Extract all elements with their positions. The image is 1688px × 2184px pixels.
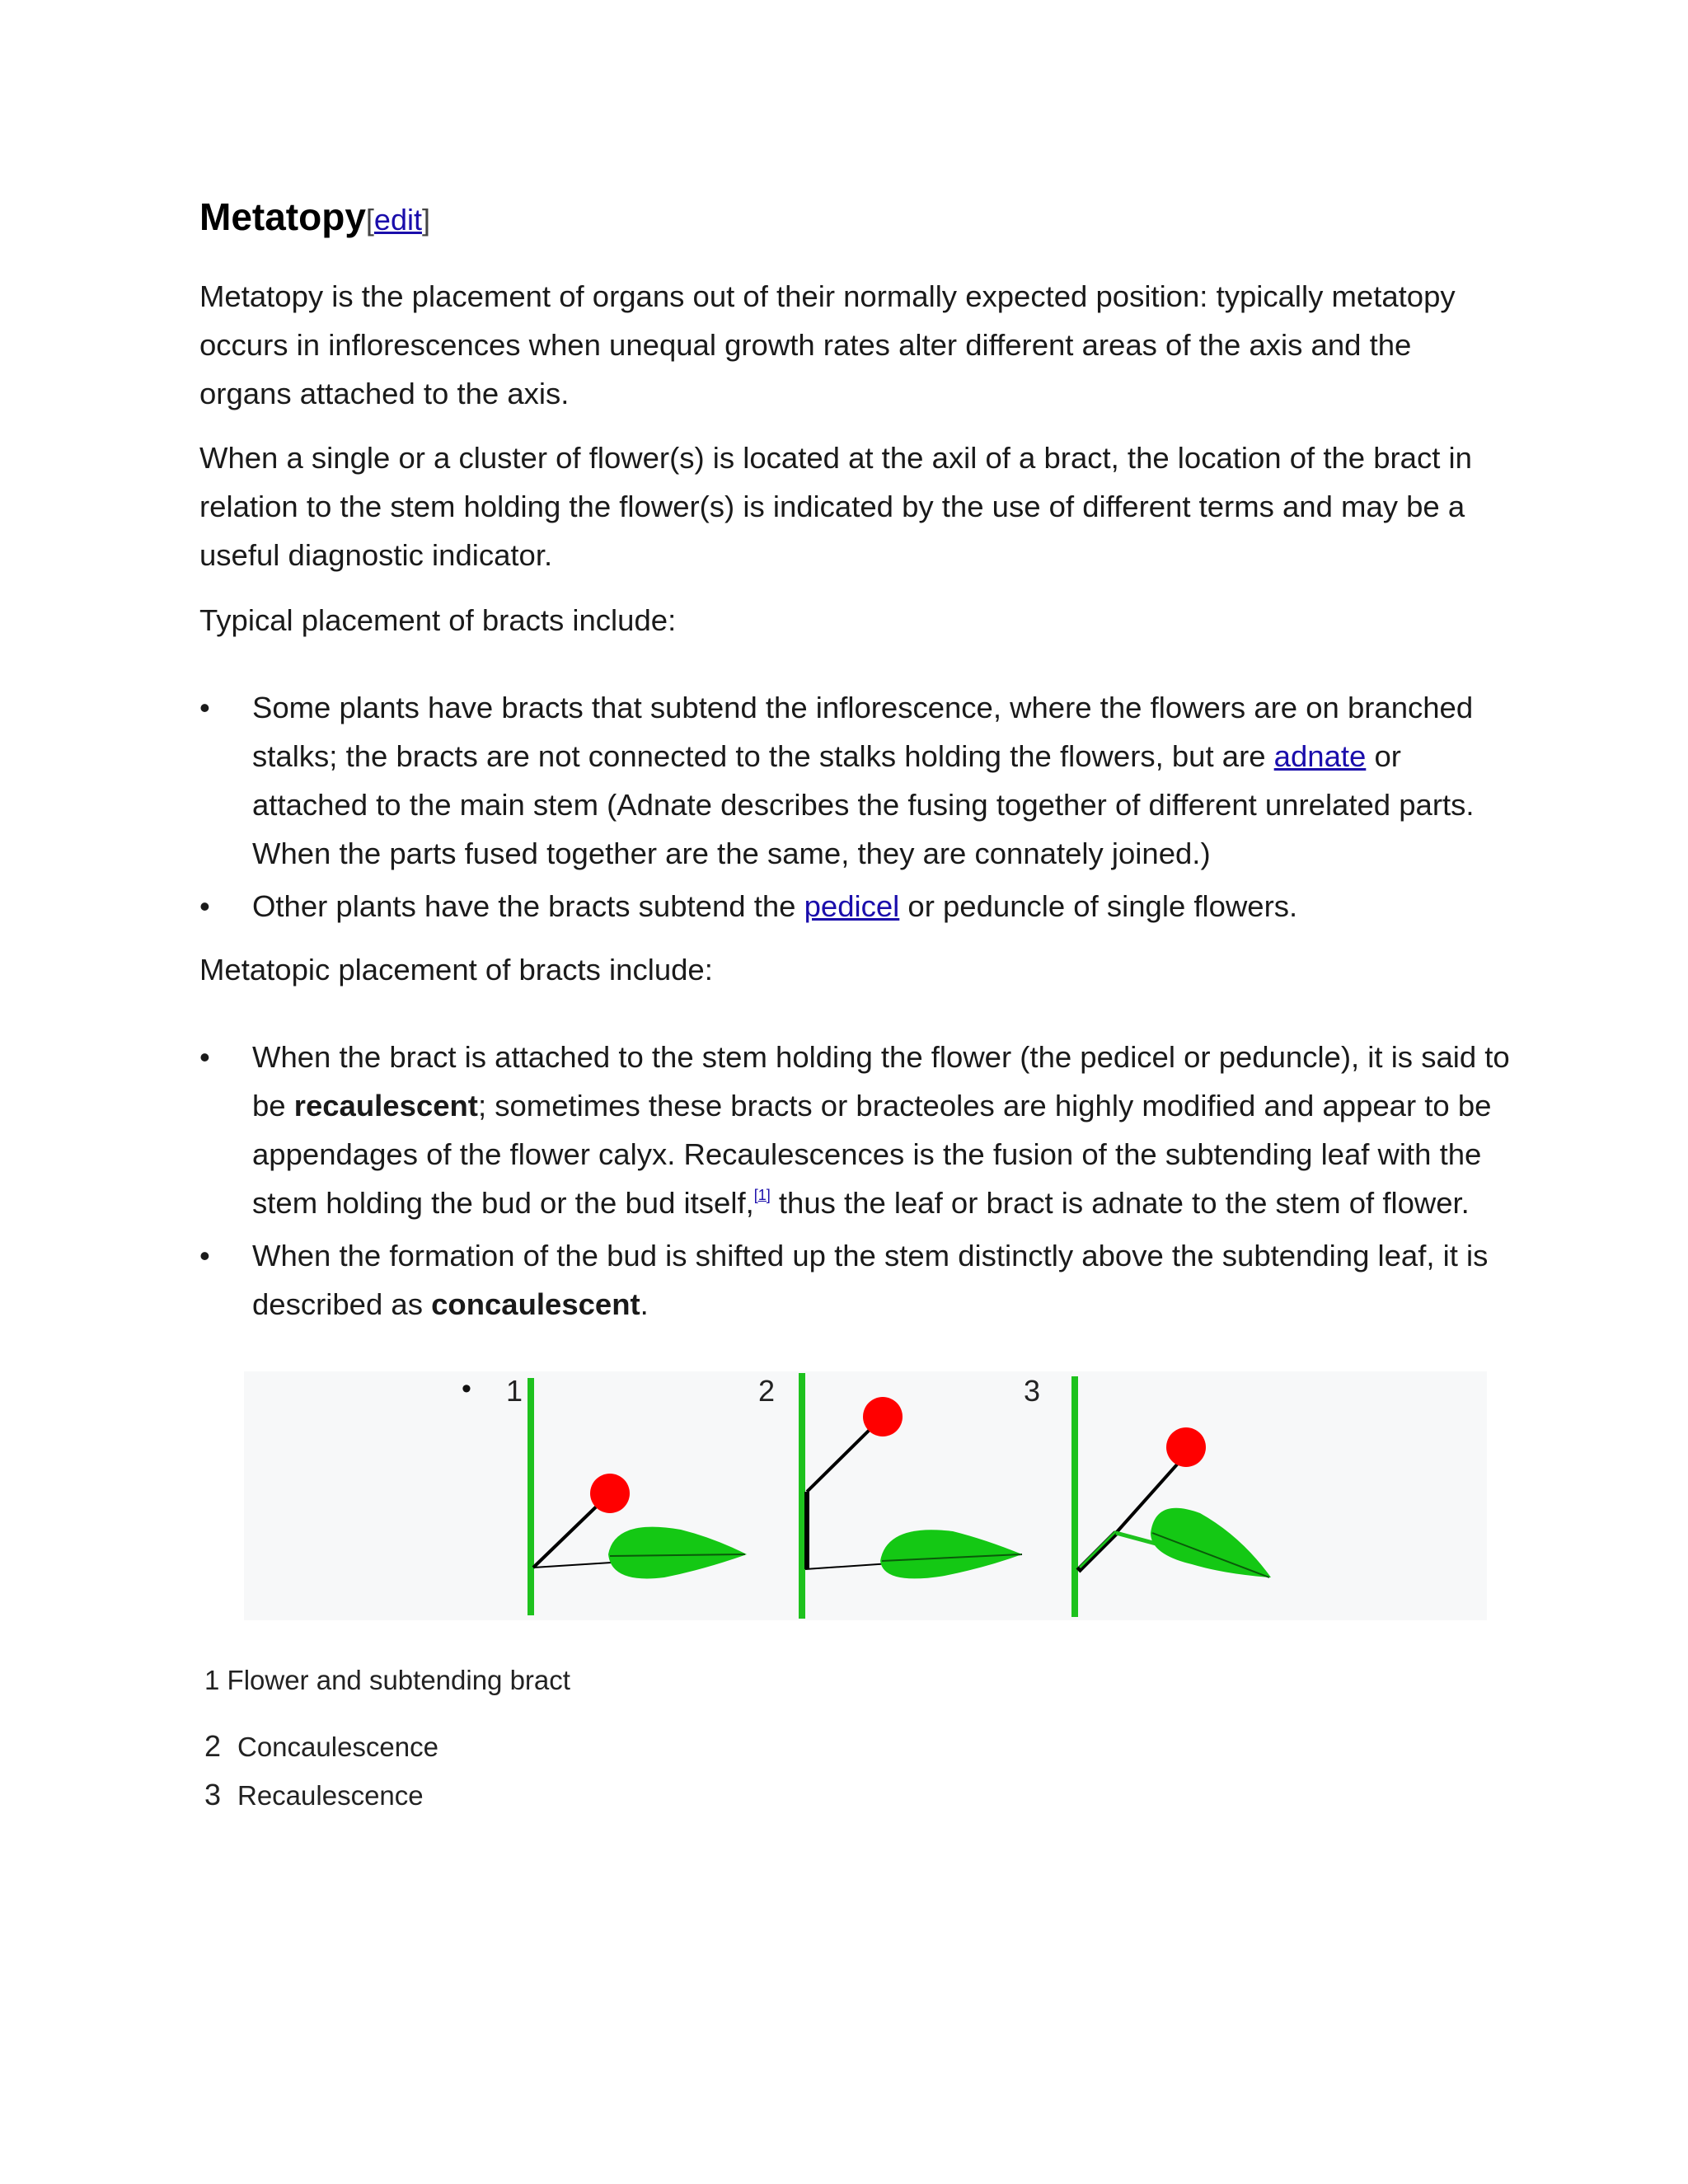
adnate-link[interactable]: adnate: [1273, 739, 1367, 773]
paragraph-metatopic-intro: Metatopic placement of bracts include:: [199, 953, 713, 987]
recaulescent-term: recaulescent: [293, 1089, 478, 1122]
concaulescent-term: concaulescent: [431, 1287, 640, 1321]
list-item: • Other plants have the bracts subtend the pedicel or peduncle of single flowers.: [199, 882, 1518, 930]
caption-2: 2 Concaulescence: [204, 1729, 438, 1763]
bullet-icon: •: [199, 1239, 210, 1272]
bullet-icon: •: [199, 889, 210, 923]
metatopy-figure: [244, 1371, 1487, 1620]
edit-link[interactable]: edit: [373, 203, 422, 237]
list-item: • When the formation of the bud is shifted up the stem distinctly above the subtending leaf, it is described as concaulescent.: [199, 1231, 1518, 1329]
list-item: • Some plants have bracts that subtend the inflorescence, where the flowers are on branched stalks; the bracts are not connected to the stalks holding the flowers, but are adnate or attached to the main stem (Adnate describes the fusing together of different unrelated parts. When the parts fused together are the same, they are connately joined.): [199, 683, 1518, 878]
figure-label-1: 1: [506, 1374, 523, 1408]
section-title: Metatopy: [199, 195, 366, 238]
reference-link[interactable]: [1]: [753, 1187, 771, 1203]
flower-1: [590, 1474, 630, 1513]
edit-section: [edit]: [365, 203, 430, 237]
bract-adnation-3: [1080, 1531, 1116, 1568]
flower-2: [863, 1397, 903, 1436]
figure-label-2: 2: [758, 1374, 776, 1408]
metatopic-bullet-list: [199, 1033, 1518, 1333]
flower-3: [1166, 1427, 1206, 1467]
paragraph-definition: Metatopy is the placement of organs out of their normally expected position: typically metatopy occurs in inflorescences when unequal growth rates alter different areas of the axis and the organs attached to the axis.: [199, 279, 1456, 410]
leaf-1: [608, 1527, 747, 1579]
paragraph-axil: When a single or a cluster of flower(s) is located at the axil of a bract, the location of the bract in relation to the stem holding the flower(s) is indicated by the use of different terms and may be a useful diagnostic indicator.: [199, 441, 1472, 572]
bullet-icon: •: [199, 1040, 210, 1074]
caption-3: 3 Recaulescence: [204, 1778, 424, 1811]
panel-1: [462, 1373, 747, 1615]
figure-label-3: 3: [1024, 1374, 1041, 1408]
list-item: • When the bract is attached to the stem holding the flower (the pedicel or peduncle), it is said to be recaulescent; sometimes these bracts or bracteoles are highly modified and appear to be appendages of the flower calyx. Recaulescences is the fusion of the subtending leaf with the stem holding the bud or the bud itself,[1] thus the leaf or bract is adnate to the stem of flower.: [199, 1033, 1518, 1227]
paragraph-typical-intro: Typical placement of bracts include:: [199, 603, 677, 637]
leaf-2: [880, 1530, 1022, 1578]
panel-3: [1024, 1374, 1271, 1617]
figure-bullet-icon: •: [462, 1373, 471, 1404]
typical-bullet-list: [199, 683, 1518, 935]
caption-1: 1 Flower and subtending bract: [204, 1665, 570, 1695]
figure-illustration: [244, 1371, 1487, 1620]
bract-3: [1151, 1508, 1271, 1577]
pedicel-link[interactable]: pedicel: [804, 889, 900, 923]
bullet-icon: •: [199, 691, 210, 724]
section-heading: [199, 194, 430, 239]
panel-2: [758, 1373, 1022, 1619]
